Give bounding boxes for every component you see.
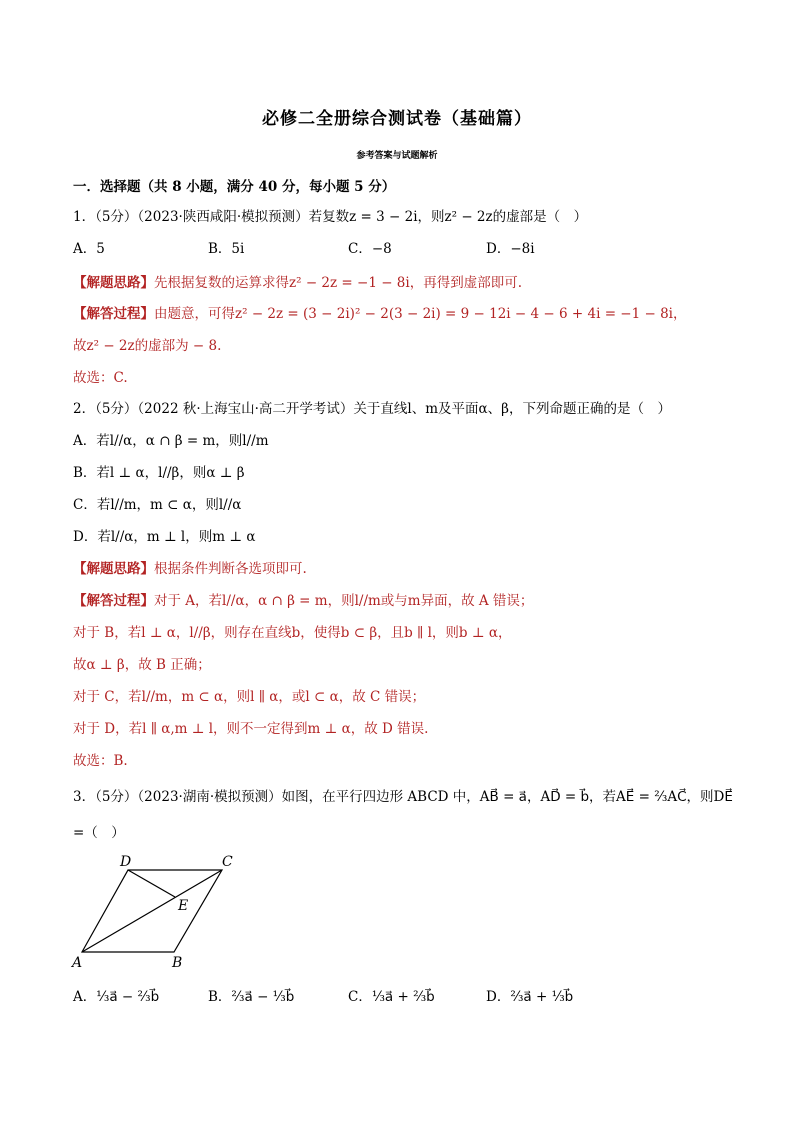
q1-idea bbox=[73, 274, 522, 292]
q3-option-c: C．⅓a⃗ + ⅔b⃗ bbox=[348, 989, 435, 1005]
q1-proc bbox=[73, 305, 687, 323]
q2-idea-text: 根据条件判断各选项即可. bbox=[154, 561, 307, 577]
page-title: 必修二全册综合测试卷（基础篇） bbox=[262, 109, 532, 129]
q2-option-d: D．若l//α，m ⊥ l，则m ⊥ α bbox=[73, 529, 256, 545]
q2-proc-text: 对于 A，若l//α，α ∩ β = m，则l//m或与m异面，故 A 错误； bbox=[154, 593, 534, 609]
page-subtitle: 参考答案与试题解析 bbox=[356, 151, 438, 161]
q2-answer: 故选：B. bbox=[73, 753, 128, 769]
label-c: C bbox=[222, 854, 233, 870]
q1-answer: 故选：C. bbox=[73, 370, 128, 386]
q2-idea-label: 【解题思路】 bbox=[73, 561, 154, 577]
q1-idea-text: 先根据复数的运算求得z² − 2z = −1 − 8i，再得到虚部即可. bbox=[154, 275, 523, 291]
label-b: B bbox=[172, 955, 183, 971]
q1-stem: 1．（5分）（2023·陕西咸阳·模拟预测）若复数z = 3 − 2i，则z² − 2z的虚部是（ ） bbox=[73, 209, 588, 225]
q1-proc-2: 故z² − 2z的虚部为 − 8. bbox=[73, 338, 222, 354]
q1-option-b: B．5i bbox=[208, 241, 245, 257]
q2-proc-4: 对于 C，若l//m，m ⊂ α，则l ∥ α，或l ⊂ α，故 C 错误； bbox=[73, 689, 426, 705]
q3-stem: 3．（5分）（2023·湖南·模拟预测）如图，在平行四边形 ABCD 中，AB⃗ = a⃗，AD⃗ = b⃗，若AE⃗ = ⅔AC⃗，则DE⃗ bbox=[73, 789, 733, 805]
q1-option-a: A．5 bbox=[73, 241, 105, 257]
q2-proc bbox=[73, 592, 533, 610]
diagonal-ac bbox=[82, 870, 222, 952]
q1-proc-text: 由题意，可得z² − 2z = (3 − 2i)² − 2(3 − 2i) = 9 − 12i − 4 − 6 + 4i = −1 − 8i， bbox=[154, 306, 687, 322]
q2-option-a: A．若l//α，α ∩ β = m，则l//m bbox=[73, 433, 269, 449]
parallelogram-figure bbox=[70, 852, 270, 972]
q2-proc-5: 对于 D，若l ∥ α,m ⊥ l，则不一定得到m ⊥ α，故 D 错误. bbox=[73, 721, 429, 737]
q3-option-b: B．⅔a⃗ − ⅓b⃗ bbox=[208, 989, 295, 1005]
q1-option-c: C．−8 bbox=[348, 241, 392, 257]
q3-stem-2: =（ ） bbox=[73, 825, 125, 841]
q3-option-a: A．⅓a⃗ − ⅔b⃗ bbox=[73, 989, 160, 1005]
q2-idea bbox=[73, 560, 307, 578]
label-a: A bbox=[72, 955, 83, 971]
segment-de bbox=[128, 870, 175, 897]
q2-proc-3: 故α ⊥ β，故 B 正确； bbox=[73, 657, 211, 673]
q1-option-d: D．−8i bbox=[486, 241, 535, 257]
q2-stem: 2．（5分）（2022 秋·上海宝山·高二开学考试）关于直线l、m及平面α、β，下列命题正确的是（ ） bbox=[73, 401, 671, 417]
q1-idea-label: 【解题思路】 bbox=[73, 275, 154, 291]
q2-proc-2: 对于 B，若l ⊥ α，l//β，则存在直线b，使得b ⊂ β，且b ∥ l，则b ⊥ α， bbox=[73, 625, 512, 641]
q2-proc-label: 【解答过程】 bbox=[73, 593, 154, 609]
label-d: D bbox=[120, 854, 132, 870]
q2-option-b: B．若l ⊥ α，l//β，则α ⊥ β bbox=[73, 465, 245, 481]
q1-proc-label: 【解答过程】 bbox=[73, 306, 154, 322]
q3-option-d: D．⅔a⃗ + ⅓b⃗ bbox=[486, 989, 574, 1005]
label-e: E bbox=[178, 898, 189, 914]
section-heading: 一．选择题（共 8 小题，满分 40 分，每小题 5 分） bbox=[73, 179, 396, 195]
q2-option-c: C．若l//m，m ⊂ α，则l//α bbox=[73, 497, 242, 513]
